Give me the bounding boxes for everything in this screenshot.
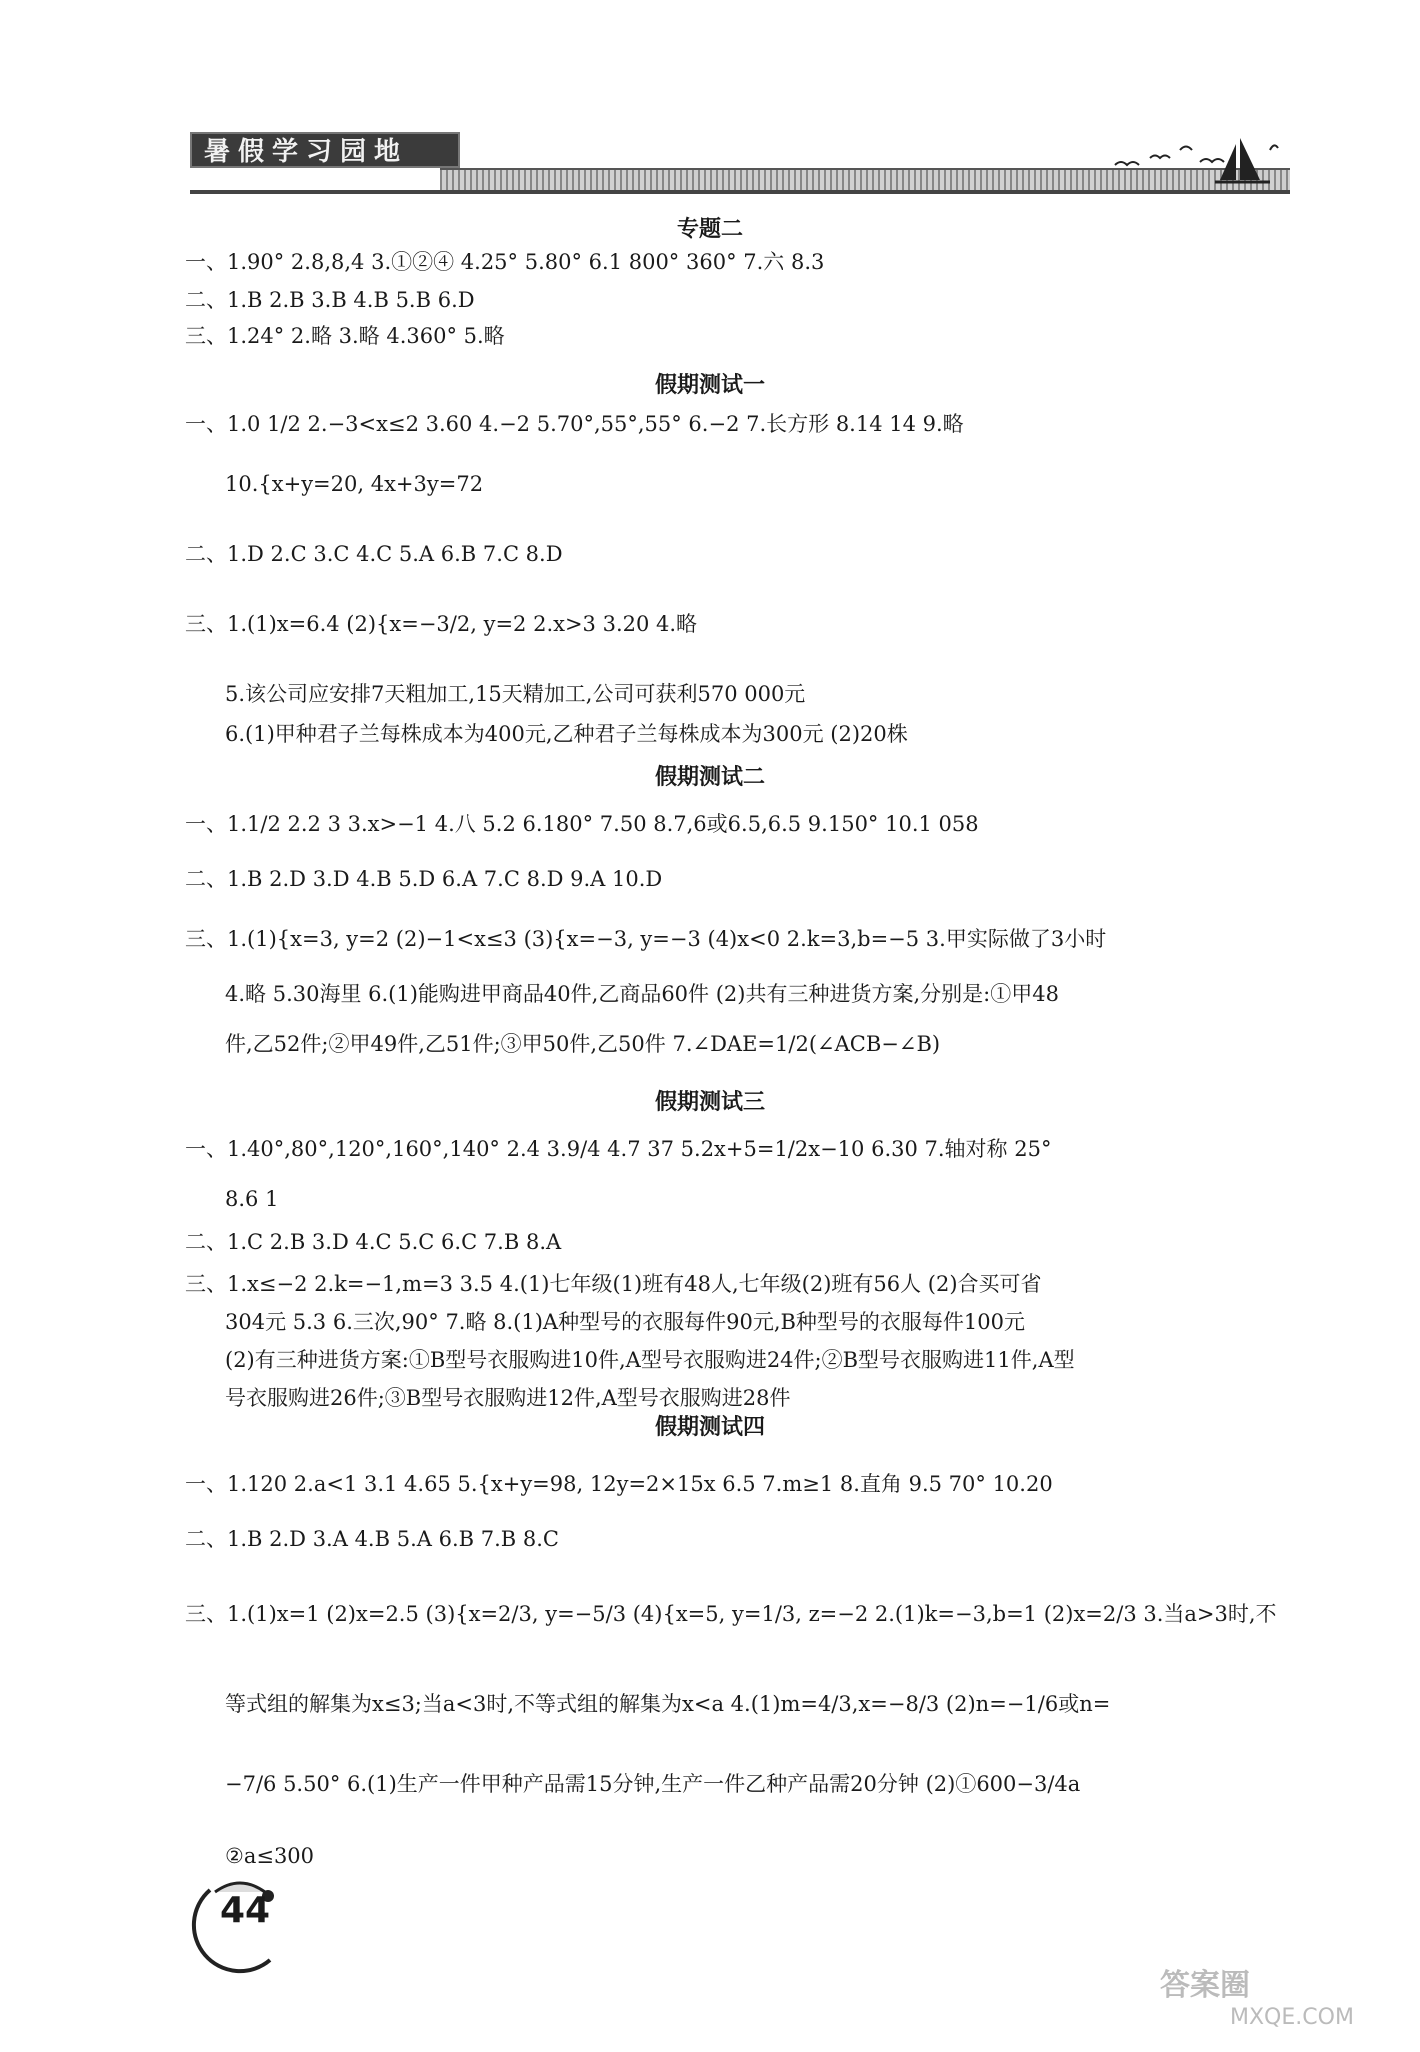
answer-line: 三、1.24° 2.略 3.略 4.360° 5.略 (185, 324, 505, 348)
watermark-url: MXQE.COM (1230, 2005, 1354, 2030)
answer-line: 等式组的解集为x≤3;当a<3时,不等式组的解集为x<a 4.(1)m=4/3,x=−8/3 (2)n=−1/6或n= (225, 1692, 1111, 1716)
answer-line: 一、1.40°,80°,120°,160°,140° 2.4 3.9/4 4.7 37 5.2x+5=1/2x−10 6.30 7.轴对称 25° (185, 1137, 1052, 1161)
answer-line: 一、1.0 1/2 2.−3<x≤2 3.60 4.−2 5.70°,55°,55° 6.−2 7.长方形 8.14 14 9.略 (185, 412, 964, 436)
header-title: 暑假学习园地 (190, 132, 460, 168)
answer-line: 号衣服购进26件;③B型号衣服购进12件,A型号衣服购进28件 (225, 1386, 791, 1410)
answer-line: 6.(1)甲种君子兰每株成本为400元,乙种君子兰每株成本为300元 (2)20株 (225, 722, 908, 746)
sailboat-birds-icon (1110, 130, 1290, 190)
answer-line: (2)有三种进货方案:①B型号衣服购进10件,A型号衣服购进24件;②B型号衣服购进11件,A型 (225, 1348, 1075, 1372)
page-number: 44 (220, 1890, 271, 1931)
answer-line: 二、1.B 2.B 3.B 4.B 5.B 6.D (185, 288, 475, 312)
section-title: 假期测试一 (654, 373, 765, 398)
section-title: 假期测试二 (654, 765, 765, 790)
section-title: 专题二 (676, 217, 743, 242)
watermark-logo: 答案圈 (1160, 1968, 1250, 2003)
answer-line: 4.略 5.30海里 6.(1)能购进甲商品40件,乙商品60件 (2)共有三种进货方案,分别是:①甲48 (225, 982, 1059, 1006)
answer-line: 二、1.D 2.C 3.C 4.C 5.A 6.B 7.C 8.D (185, 542, 563, 566)
answer-line: 三、1.(1){x=3, y=2 (2)−1<x≤3 (3){x=−3, y=−3 (4)x<0 2.k=3,b=−5 3.甲实际做了3小时 (185, 927, 1107, 951)
section-title: 假期测试三 (654, 1090, 765, 1115)
answer-line: 三、1.(1)x=6.4 (2){x=−3/2, y=2 2.x>3 3.20 4.略 (185, 612, 698, 636)
answer-line: 三、1.x≤−2 2.k=−1,m=3 3.5 4.(1)七年级(1)班有48人,七年级(2)班有56人 (2)合买可省 (185, 1272, 1042, 1296)
answer-line: 8.6 1 (225, 1187, 279, 1211)
answer-line: 二、1.C 2.B 3.D 4.C 5.C 6.C 7.B 8.A (185, 1230, 562, 1254)
header-rule (190, 190, 1290, 194)
answer-line: 三、1.(1)x=1 (2)x=2.5 (3){x=2/3, y=−5/3 (4){x=5, y=1/3, z=−2 2.(1)k=−3,b=1 (2)x=2/3 3.当a>3时,不 (185, 1602, 1277, 1626)
answer-line: 一、1.1/2 2.2 3 3.x>−1 4.八 5.2 6.180° 7.50 8.7,6或6.5,6.5 9.150° 10.1 058 (185, 812, 979, 836)
answer-line: 一、1.120 2.a<1 3.1 4.65 5.{x+y=98, 12y=2×15x 6.5 7.m≥1 8.直角 9.5 70° 10.20 (185, 1472, 1053, 1496)
answer-line: 5.该公司应安排7天粗加工,15天精加工,公司可获利570 000元 (225, 682, 806, 706)
answer-line: ②a≤300 (225, 1844, 315, 1868)
answer-line: 二、1.B 2.D 3.A 4.B 5.A 6.B 7.B 8.C (185, 1527, 559, 1551)
answer-line: 二、1.B 2.D 3.D 4.B 5.D 6.A 7.C 8.D 9.A 10.D (185, 867, 663, 891)
section-title: 假期测试四 (654, 1415, 765, 1440)
answer-line: 304元 5.3 6.三次,90° 7.略 8.(1)A种型号的衣服每件90元,B种型号的衣服每件100元 (225, 1310, 1026, 1334)
answer-line: 10.{x+y=20, 4x+3y=72 (225, 472, 484, 496)
answer-line: 件,乙52件;②甲49件,乙51件;③甲50件,乙50件 7.∠DAE=1/2(∠ACB−∠B) (225, 1032, 941, 1056)
answer-line: 一、1.90° 2.8,8,4 3.①②④ 4.25° 5.80° 6.1 800° 360° 7.六 8.3 (185, 250, 825, 274)
answer-line: −7/6 5.50° 6.(1)生产一件甲种产品需15分钟,生产一件乙种产品需20分钟 (2)①600−3/4a (225, 1772, 1081, 1796)
